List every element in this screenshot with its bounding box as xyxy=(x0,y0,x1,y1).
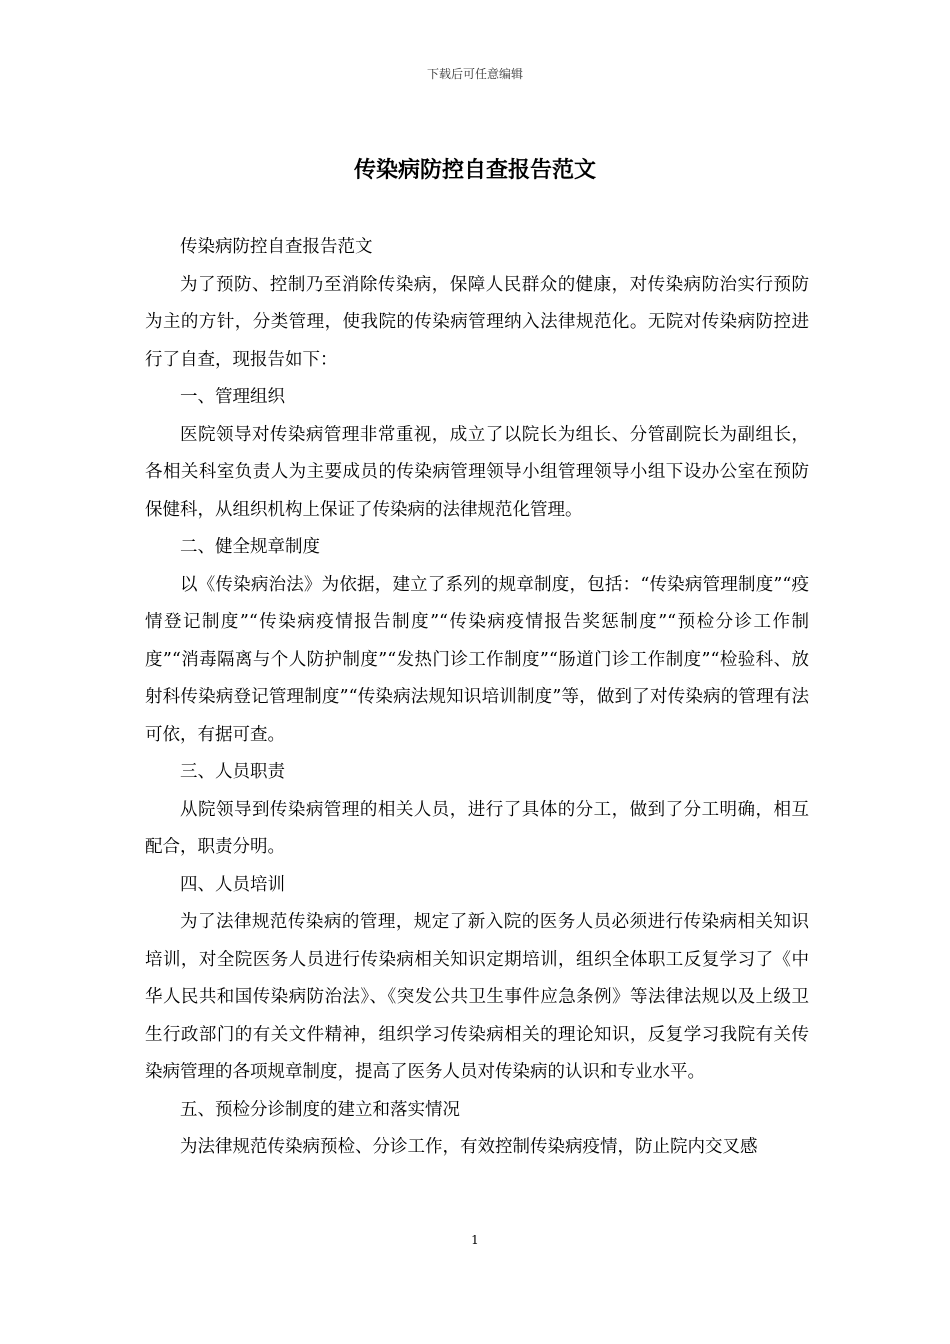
section-heading-triage-system: 五、预检分诊制度的建立和落实情况 xyxy=(180,1099,460,1120)
paragraph-staff-training: 为了法律规范传染病的管理，规定了新入院的医务人员必须进行传染病相关知识培训，对全院医务人员进行传染病相关知识定期培训，组织全体职工反复学习了《中华人民共和国传染病防治法》、《突发公共卫生事件应急条例》等法律法规以及上级卫生行政部门的有关文件精神，组织学习传染病相关的理论知识，反复学习我院有关传染病管理的各项规章制度，提高了医务人员对传染病的认识和专业水平。 xyxy=(145,912,809,1082)
paragraph-intro: 为了预防、控制乃至消除传染病，保障人民群众的健康，对传染病防治实行预防为主的方针，分类管理，使我院的传染病管理纳入法律规范化。无院对传染病防控进行了自查，现报告如下： xyxy=(145,274,809,370)
document-body xyxy=(145,229,809,1167)
page-number: 1 xyxy=(471,1233,479,1247)
paragraph-triage-system: 为法律规范传染病预检、分诊工作，有效控制传染病疫情，防止院内交叉感 xyxy=(180,1137,758,1157)
paragraph-rules-system: 以《传染病治法》为依据，建立了系列的规章制度，包括：“传染病管理制度”“疫情登记制度”“传染病疫情报告制度”“传染病疫情报告奖惩制度”“预检分诊工作制度”“消毒隔离与个人防护制度”“发热门诊工作制度”“肠道门诊工作制度”“检验科、放射科传染病登记管理制度”“传染病法规知识培训制度”等，做到了对传染病的管理有法可依，有据可查。 xyxy=(145,574,809,745)
section-heading-rules-system: 二、健全规章制度 xyxy=(180,537,320,557)
page-header-note: 下载后可任意编辑 xyxy=(426,67,523,81)
document-title: 传染病防控自查报告范文 xyxy=(353,157,596,183)
paragraph-staff-duties: 从院领导到传染病管理的相关人员，进行了具体的分工，做到了分工明确，相互配合，职责分明。 xyxy=(145,799,809,857)
section-heading-staff-duties: 三、人员职责 xyxy=(180,762,285,782)
section-heading-management-organization: 一、管理组织 xyxy=(180,387,285,407)
paragraph-management-organization: 医院领导对传染病管理非常重视，成立了以院长为组长、分管副院长为副组长，各相关科室负责人为主要成员的传染病管理领导小组管理领导小组下设办公室在预防保健科，从组织机构上保证了传染病的法律规范化管理。 xyxy=(145,424,809,520)
paragraph-subtitle: 传染病防控自查报告范文 xyxy=(180,237,373,257)
section-heading-staff-training: 四、人员培训 xyxy=(180,874,285,895)
